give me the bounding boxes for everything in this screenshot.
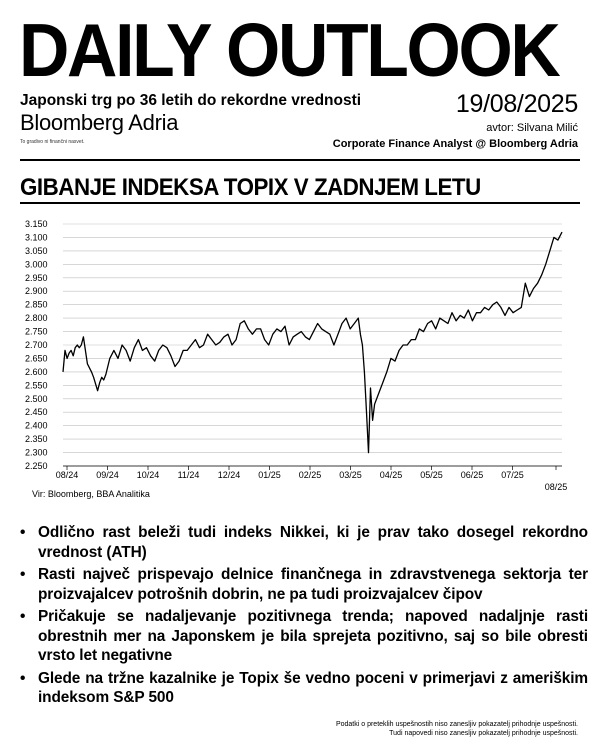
chart-source: Vir: Bloomberg, BBA Analitika bbox=[32, 489, 150, 499]
disclaimer-line: Podatki o preteklih uspešnostih niso zanesljiv pokazatelj prihodnje uspešnosti. bbox=[335, 721, 578, 728]
y-axis-ticks bbox=[25, 219, 48, 471]
y-tick-label: 2.900 bbox=[25, 286, 48, 297]
masthead-title: DAILY OUTLOOK bbox=[19, 8, 559, 92]
top-divider bbox=[20, 159, 580, 161]
chart-grid bbox=[63, 224, 562, 466]
x-tick-label: 07/25 bbox=[501, 470, 524, 480]
x-tick-label: 08/24 bbox=[55, 470, 79, 480]
series-line-topix bbox=[63, 232, 562, 453]
bullet-point: • Rasti največ prispevajo delnice finančnega in zdravstvenega sektorja ter proizvajalcev potrošnih dobrin, ne pa tudi proizvajalcev čipov bbox=[18, 565, 588, 604]
tiny-note: To gradivo ni finančni nasvet. bbox=[20, 139, 85, 145]
y-tick-label: 3.050 bbox=[25, 245, 48, 256]
x-tick-label: 10/24 bbox=[136, 470, 160, 480]
report-date: 19/08/2025 bbox=[455, 90, 578, 118]
author-name: avtor: Silvana Milić bbox=[486, 122, 578, 134]
disclaimer-line: Tudi napovedi niso zanesljiv pokazatelj prihodnje uspešnosti. bbox=[389, 730, 578, 737]
y-tick-label: 3.000 bbox=[25, 259, 48, 270]
disclaimer bbox=[336, 720, 578, 738]
x-tick-label: 02/25 bbox=[298, 470, 322, 480]
y-tick-label: 2.550 bbox=[25, 380, 48, 391]
x-tick-label: 08/25 bbox=[544, 482, 568, 490]
x-tick-label: 01/25 bbox=[258, 470, 281, 480]
x-tick-label: 09/24 bbox=[96, 470, 119, 480]
key-points-list bbox=[18, 523, 588, 711]
section-divider bbox=[20, 202, 580, 204]
author-role: Corporate Finance Analyst @ Bloomberg Adria bbox=[332, 138, 578, 150]
y-tick-label: 2.250 bbox=[25, 461, 48, 471]
x-axis-ticks bbox=[56, 466, 568, 490]
y-tick-label: 2.800 bbox=[25, 313, 48, 324]
bullet-point: • Glede na tržne kazalnike je Topix še vedno poceni v primerjavi z ameriškim indeksom S&P 500 bbox=[18, 669, 588, 708]
bullet-point: • Pričakuje se nadaljevanje pozitivnega trenda; napoved nadaljnje rasti obrestnih mer na Japonskem je bila sprejeta pozitivno, saj so bile obresti vrsto let negativne bbox=[18, 607, 588, 666]
x-tick-label: 12/24 bbox=[217, 470, 241, 480]
x-tick-label: 03/25 bbox=[339, 470, 362, 480]
y-tick-label: 2.450 bbox=[25, 407, 48, 418]
y-tick-label: 2.750 bbox=[25, 326, 48, 337]
y-tick-label: 2.350 bbox=[25, 434, 48, 445]
y-tick-label: 2.950 bbox=[25, 272, 48, 283]
y-tick-label: 2.650 bbox=[25, 353, 48, 364]
x-tick-label: 05/25 bbox=[420, 470, 443, 480]
series-layer bbox=[63, 232, 562, 453]
y-tick-label: 2.300 bbox=[25, 447, 48, 458]
y-tick-label: 2.500 bbox=[25, 393, 48, 404]
y-tick-label: 3.100 bbox=[25, 232, 48, 243]
brand-name: Bloomberg Adria bbox=[20, 110, 179, 135]
bullet-point: • Odlično rast beleži tudi indeks Nikkei, ki je prav tako dosegel rekordno vrednost (ATH) bbox=[18, 523, 588, 562]
y-tick-label: 2.400 bbox=[25, 420, 48, 431]
y-tick-label: 2.600 bbox=[25, 366, 48, 377]
x-tick-label: 11/24 bbox=[177, 470, 200, 480]
report-subtitle: Japonski trg po 36 letih do rekordne vrednosti bbox=[20, 92, 362, 109]
topix-line-chart bbox=[0, 205, 600, 490]
x-tick-label: 06/25 bbox=[460, 470, 484, 480]
chart-section-title: GIBANJE INDEKSA TOPIX V ZADNJEM LETU bbox=[20, 174, 481, 201]
y-tick-label: 2.700 bbox=[25, 340, 48, 350]
x-tick-label: 04/25 bbox=[379, 470, 403, 480]
y-tick-label: 3.150 bbox=[25, 219, 48, 229]
y-tick-label: 2.850 bbox=[25, 299, 48, 310]
